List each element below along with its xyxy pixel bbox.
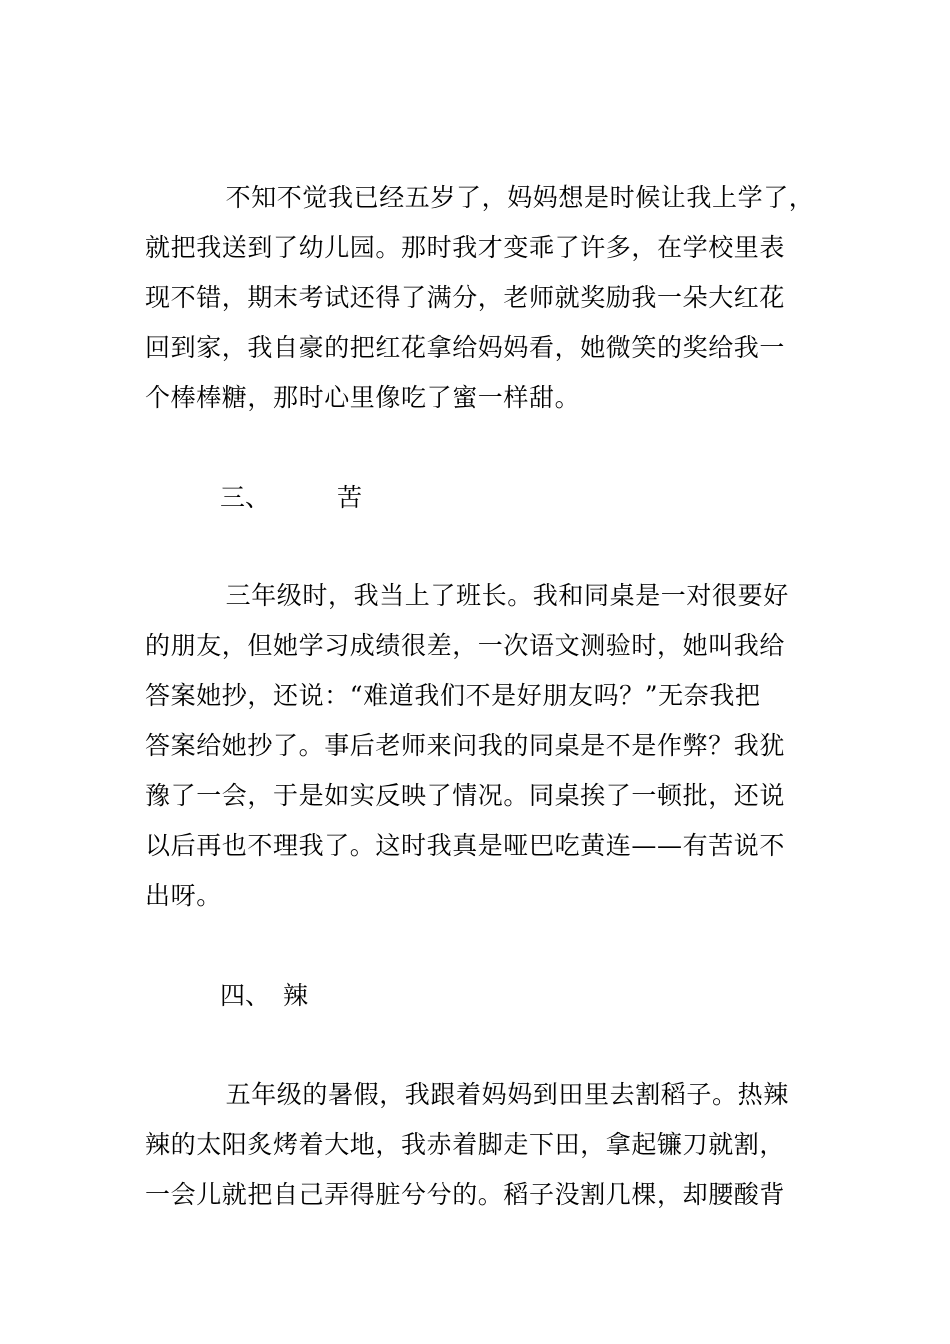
paragraph-line: 回到家，我自豪的把红花拿给妈妈看，她微笑的奖给我一 [145, 333, 786, 362]
section-number: 四、 [220, 981, 271, 1010]
paragraph-line: 辣的太阳炙烤着大地，我赤着脚走下田，拿起镰刀就割， [145, 1130, 786, 1159]
paragraph-line: 豫了一会，于是如实反映了情况。同桌挨了一顿批，还说 [145, 781, 786, 810]
section-title: 苦 [337, 483, 363, 512]
paragraph-line: 个棒棒糖，那时心里像吃了蜜一样甜。 [145, 383, 581, 412]
paragraph-line: 五年级的暑假，我跟着妈妈到田里去割稻子。热辣 [200, 1080, 789, 1109]
paragraph-line: 就把我送到了幼儿园。那时我才变乖了许多，在学校里表 [145, 233, 786, 262]
paragraph-line: 不知不觉我已经五岁了，妈妈想是时候让我上学了， [200, 183, 815, 212]
section-title: 辣 [283, 981, 309, 1010]
section-number: 三、 [220, 483, 271, 512]
paragraph-line: 一会儿就把自己弄得脏兮兮的。稻子没割几棵，却腰酸背 [145, 1180, 786, 1209]
paragraph-line: 三年级时，我当上了班长。我和同桌是一对很要好 [200, 581, 789, 610]
paragraph-line: 的朋友，但她学习成绩很差，一次语文测验时，她叫我给 [145, 631, 786, 660]
paragraph-line: 答案她抄，还说：“难道我们不是好朋友吗？”无奈我把 [145, 681, 761, 710]
paragraph-line: 答案给她抄了。事后老师来问我的同桌是不是作弊？我犹 [145, 731, 786, 760]
paragraph-line: 现不错，期末考试还得了满分，老师就奖励我一朵大红花 [145, 283, 786, 312]
paragraph-line: 以后再也不理我了。这时我真是哑巴吃黄连——有苦说不 [145, 831, 786, 860]
paragraph-line: 出呀。 [145, 881, 222, 910]
